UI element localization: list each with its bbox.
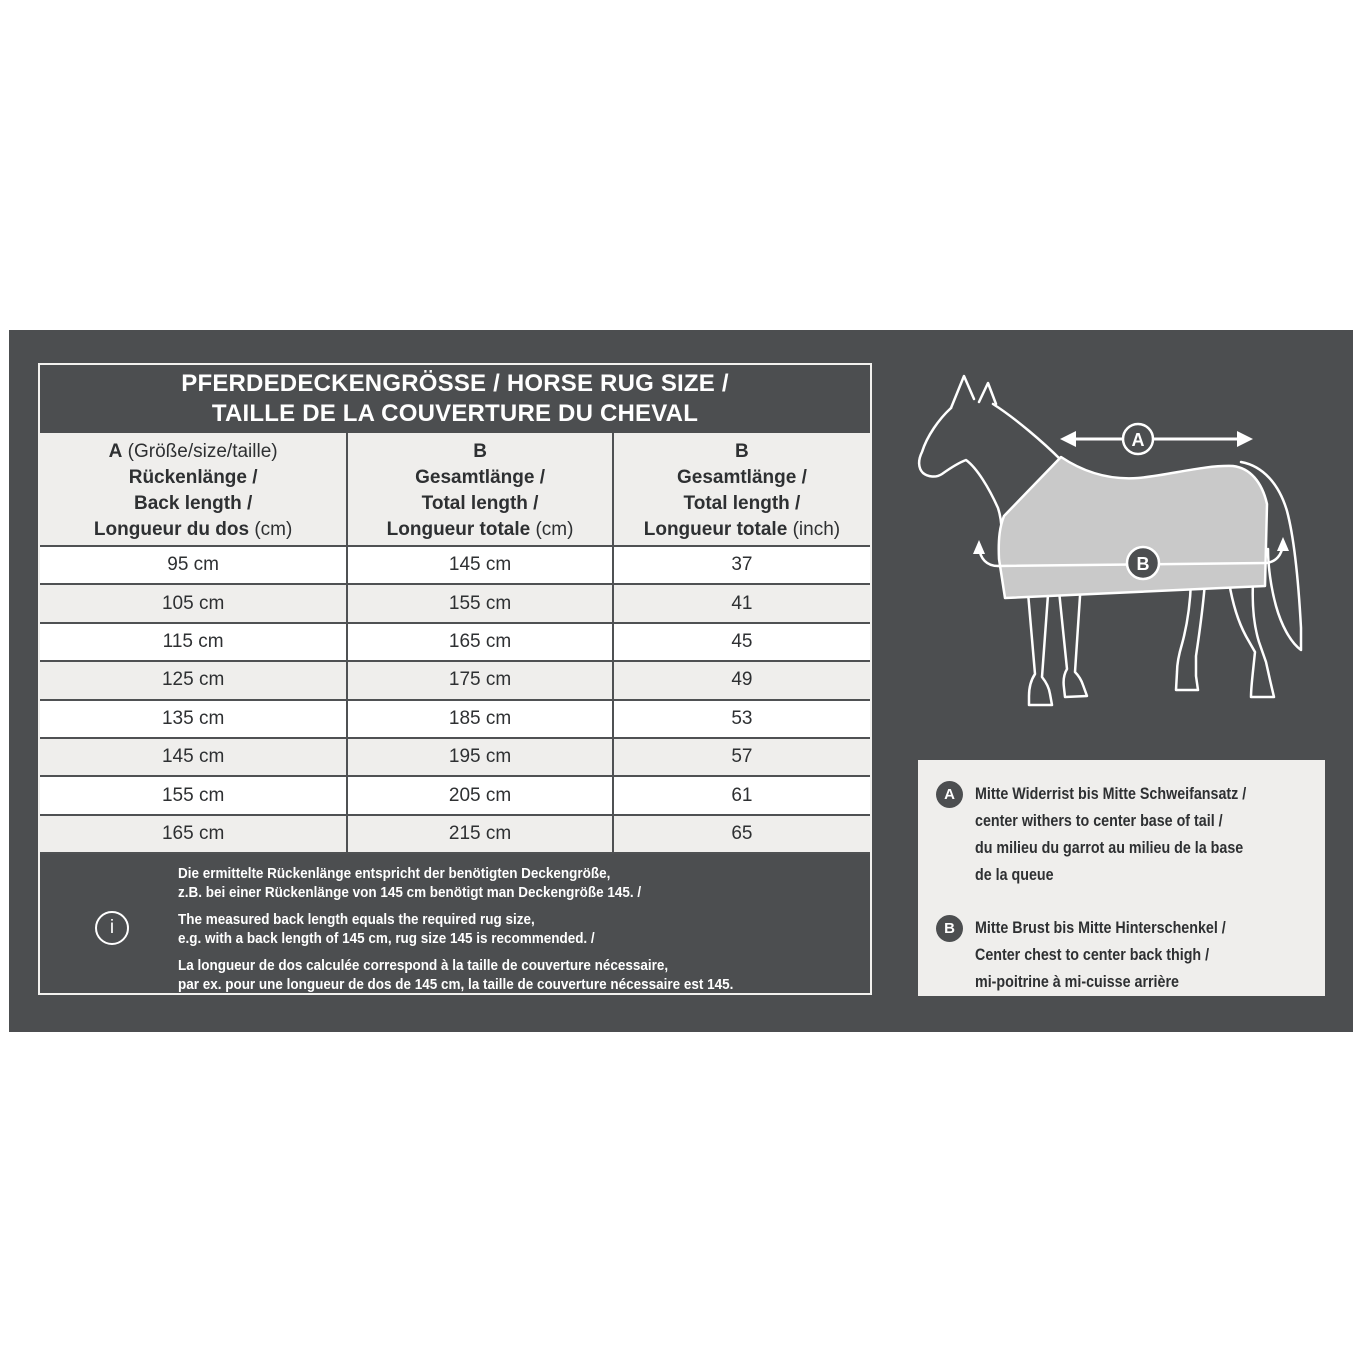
table-cell: 185 cm (346, 701, 612, 737)
table-row (40, 775, 870, 813)
legend-badge-b: B (936, 915, 963, 942)
legend-item-a (936, 780, 1311, 888)
horse-ears (951, 376, 996, 408)
legend-b-line: mi-poitrine à mi-cuisse arrière (975, 972, 1179, 991)
footnote-line-en: e.g. with a back length of 145 cm, rug size 145 is recommended. / (178, 931, 595, 948)
horse-hind-leg (1176, 582, 1205, 690)
size-chart-panel (9, 330, 1353, 1032)
table-row (40, 699, 870, 737)
table-cell: 145 cm (346, 547, 612, 583)
legend-badge-a: A (936, 781, 963, 808)
table-cell: 53 (612, 701, 870, 737)
table-row (40, 622, 870, 660)
table-row (40, 660, 870, 698)
horse-neck-top (993, 404, 1061, 460)
table-cell: 49 (612, 662, 870, 698)
size-table (38, 363, 872, 995)
column-header-total-length-inch: B Gesamtlänge / Total length / Longueur totale (inch) (612, 433, 870, 545)
legend-a-line: de la queue (975, 865, 1054, 884)
horse-measurement-diagram (903, 356, 1353, 742)
legend-a-line: du milieu du garrot au milieu de la base (975, 838, 1244, 857)
horse-front-leg (1058, 581, 1087, 697)
table-title-line2: TAILLE DE LA COUVERTURE DU CHEVAL (211, 400, 699, 427)
info-icon (95, 911, 129, 945)
footnote-line-de: Die ermittelte Rückenlänge entspricht der benötigten Deckengröße, (178, 866, 611, 883)
footnote-line-fr: par ex. pour une longueur de dos de 145 cm, la taille de couverture nécessaire est 145. (178, 977, 734, 994)
table-cell: 195 cm (346, 739, 612, 775)
footnote-line-de: z.B. bei einer Rückenlänge von 145 cm benötigt man Deckengröße 145. / (178, 885, 642, 902)
table-cell: 215 cm (346, 816, 612, 852)
table-cell: 175 cm (346, 662, 612, 698)
table-cell: 155 cm (161, 784, 225, 806)
table-body (40, 545, 870, 852)
column-header-back-length: A (Größe/size/taille) Rückenlänge / Back length / Longueur du dos (cm) (93, 441, 293, 540)
table-cell: 61 (612, 777, 870, 813)
table-header-row (40, 433, 870, 545)
measurement-legend (918, 760, 1325, 996)
table-cell: 165 cm (346, 624, 612, 660)
marker-b-label: B (1136, 554, 1150, 574)
table-cell: 57 (612, 739, 870, 775)
table-cell: 165 cm (161, 822, 225, 844)
column-header-total-length-cm: B Gesamtlänge / Total length / Longueur totale (cm) (346, 433, 612, 545)
table-cell: 65 (612, 816, 870, 852)
info-icon-glyph: i (109, 917, 115, 939)
legend-item-b (936, 914, 1311, 995)
table-row (40, 545, 870, 583)
legend-a-line: Mitte Widerrist bis Mitte Schweifansatz / (975, 784, 1247, 803)
footnote-text (178, 865, 775, 1003)
table-cell: 41 (612, 585, 870, 621)
table-cell: 95 cm (167, 554, 219, 576)
marker-a-label: A (1131, 430, 1145, 450)
table-cell: 205 cm (346, 777, 612, 813)
horse-hind-leg (1229, 582, 1274, 697)
table-cell: 115 cm (162, 630, 224, 652)
legend-b-line: Center chest to center back thigh / (975, 945, 1210, 964)
measure-a-arrowhead-right (1237, 431, 1253, 447)
table-title (40, 365, 870, 433)
table-cell: 125 cm (161, 669, 225, 691)
legend-b-line: Mitte Brust bis Mitte Hinterschenkel / (975, 918, 1226, 937)
footnote-line-en: The measured back length equals the required rug size, (178, 912, 535, 929)
table-title-line1: PFERDEDECKENGRÖSSE / HORSE RUG SIZE / (181, 370, 729, 397)
legend-a-line: center withers to center base of tail / (975, 811, 1223, 830)
table-cell: 45 (612, 624, 870, 660)
measure-b-arrowhead-right (1277, 537, 1289, 551)
table-cell: 145 cm (161, 746, 225, 768)
horse-front-leg (1027, 581, 1052, 705)
measure-b-arrowhead-left (973, 540, 985, 554)
table-cell: 37 (612, 547, 870, 583)
table-cell: 155 cm (346, 585, 612, 621)
horse-head-outline (919, 408, 1002, 558)
table-cell: 105 cm (161, 592, 225, 614)
table-footnote (40, 852, 870, 993)
table-cell: 135 cm (161, 707, 225, 729)
table-row (40, 737, 870, 775)
measure-a-arrowhead-left (1060, 431, 1076, 447)
table-row (40, 583, 870, 621)
footnote-line-fr: La longueur de dos calculée correspond à la taille de couverture nécessaire, (178, 958, 669, 975)
table-row (40, 814, 870, 852)
